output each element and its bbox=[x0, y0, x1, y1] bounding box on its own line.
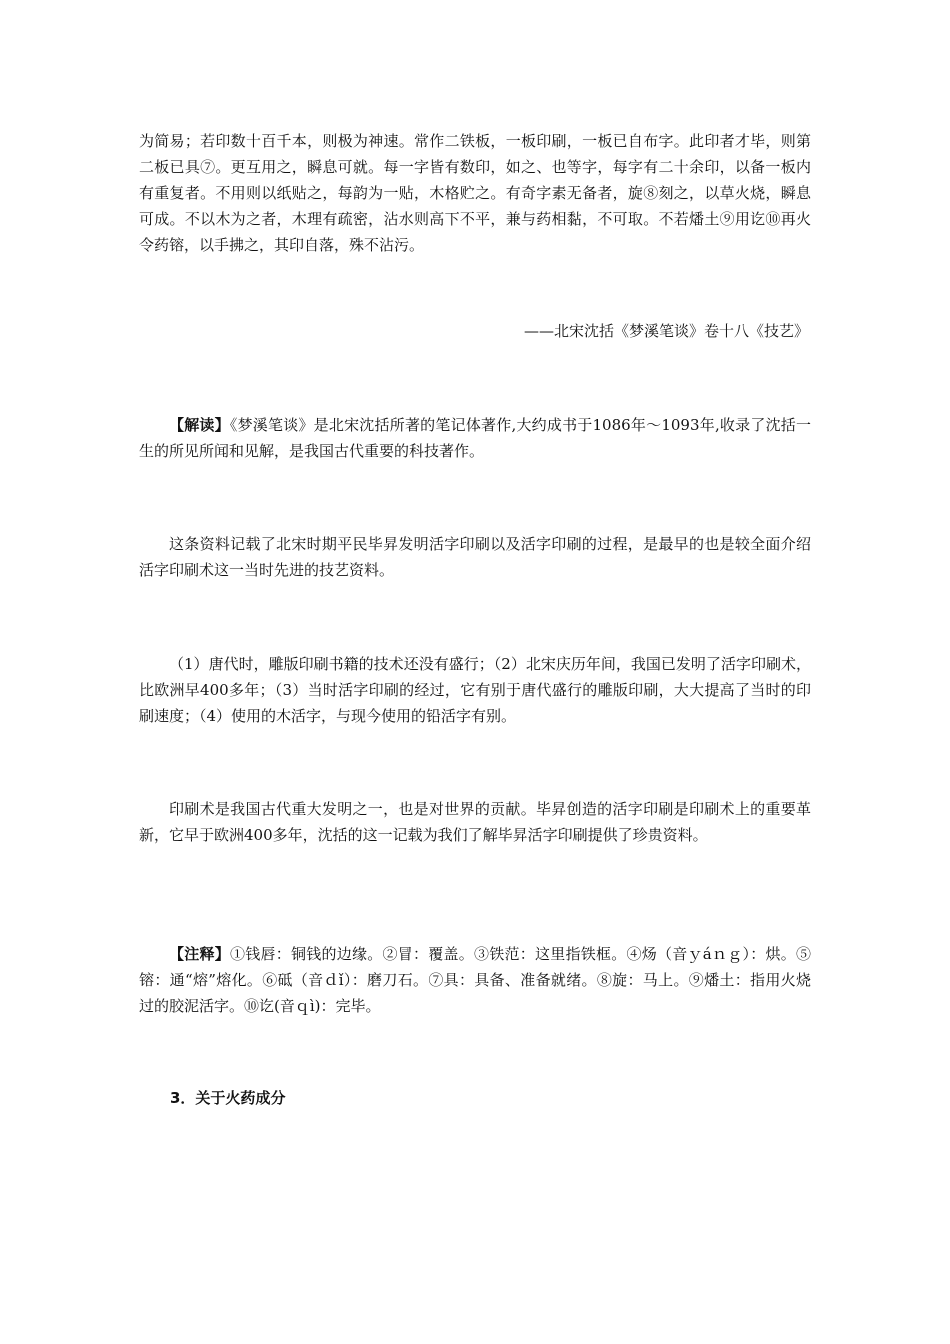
interpretation-paragraph bbox=[139, 412, 811, 464]
interpretation-label: 【解读】 bbox=[169, 416, 230, 434]
source-citation: ——北宋沈括《梦溪笔谈》卷十八《技艺》 bbox=[523, 322, 809, 340]
record-description-paragraph: 这条资料记载了北宋时期平民毕昇发明活字印刷以及活字印刷的过程，是最早的也是较全面介绍活字印刷术这一当时先进的技艺资料。 bbox=[139, 535, 811, 579]
significance-paragraph: 印刷术是我国古代重大发明之一，也是对世界的贡献。毕昇创造的活字印刷是印刷术上的重要革新，它早于欧洲400多年，沈括的这一记载为我们了解毕昇活字印刷提供了珍贵资料。 bbox=[139, 800, 811, 844]
notes-paragraph bbox=[139, 941, 811, 1019]
excerpt-paragraph: 为简易；若印数十百千本，则极为神速。常作二铁板，一板印刷，一板已自布字。此印者才毕，则第二板已具⑦。更互用之，瞬息可就。每一字皆有数印，如之、也等字，每字有二十余印，以备一板内有重复者。不用则以纸贴之，每韵为一贴，木格贮之。有奇字素无备者，旋⑧刻之，以草火烧，瞬息可成。不以木为之者，木理有疏密，沾水则高下不平，兼与药相黏，不可取。不若燔土⑨用讫⑩再火令药镕，以手拂之，其印自落，殊不沾污。 bbox=[139, 132, 811, 254]
points-paragraph: （1）唐代时，雕版印刷书籍的技术还没有盛行；（2）北宋庆历年间，我国已发明了活字印刷术，比欧洲早400多年；（3）当时活字印刷的经过，它有别于唐代盛行的雕版印刷，大大提高了当时的印刷速度；（4）使用的木活字，与现今使用的铅活字有别。 bbox=[139, 655, 811, 725]
notes-label: 【注释】 bbox=[169, 945, 231, 963]
notes-text: ①钱唇：铜钱的边缘。②冒：覆盖。③铁范：这里指铁框。④炀（音ｙáｎｇ）：烘。⑤镕：通“熔”熔化。⑥砥（音ｄǐ）：磨刀石。⑦具：具备、准备就绪。⑧旋：马上。⑨燔土：指用火烧过的胶泥活字。⑩讫(音ｑì)：完毕。 bbox=[139, 945, 811, 1015]
section-heading: 3．关于火药成分 bbox=[170, 1089, 286, 1107]
interpretation-text: 《梦溪笔谈》是北宋沈括所著的笔记体著作,大约成书于1086年～1093年,收录了沈括一生的所见所闻和见解，是我国古代重要的科技著作。 bbox=[139, 416, 811, 460]
